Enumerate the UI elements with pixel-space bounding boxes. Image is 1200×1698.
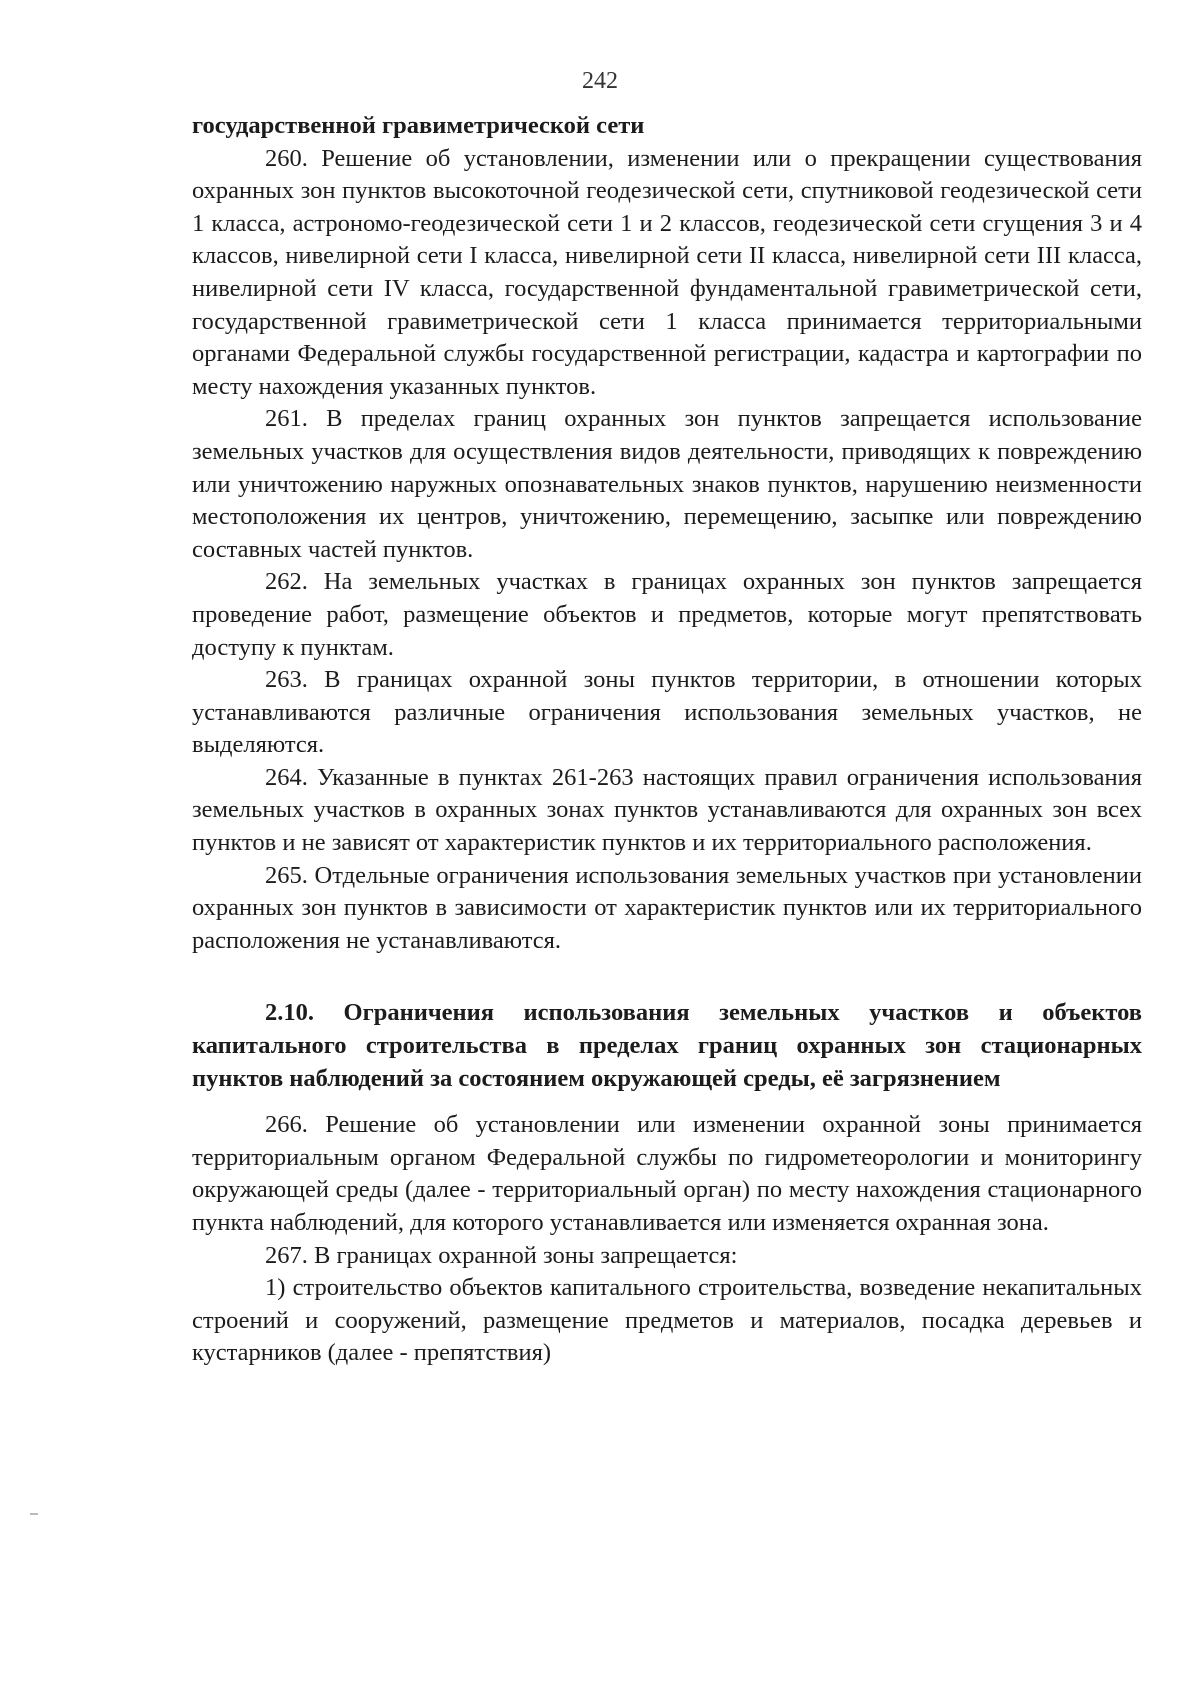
scan-artifact <box>30 1513 38 1515</box>
paragraph-263: 263. В границах охранной зоны пунктов территории, в отношении которых устанавливаются различные ограничения использования земельных участков, не выделяются. <box>192 666 1142 759</box>
paragraph-265: 265. Отдельные ограничения использования земельных участков при установлении охранных зон пунктов в зависимости от характеристик пунктов или их территориального расположения не устанавливаются. <box>192 861 1142 954</box>
paragraph-266: 266. Решение об установлении или изменении охранной зоны принимается территориальным органом Федеральной службы по гидрометеорологии и мониторингу окружающей среды (далее - территориальный орган) по месту нахождения стационарного пункта наблюдений, для которого устанавливается или изменяется охранная зона. <box>192 1111 1142 1236</box>
page-content <box>192 110 1142 1370</box>
paragraph-260: 260. Решение об установлении, изменении или о прекращении существования охранных зон пунктов высокоточной геодезической сети, спутниковой геодезической сети 1 класса, астрономо-геодезической сети 1 и 2 классов, геодезической сети сгущения 3 и 4 классов, нивелирной сети I класса, нивелирной сети II класса, нивелирной сети III класса, нивелирной сети IV класса, государственной фундаментальной гравиметрической сети, государственной гравиметрической сети 1 класса принимается территориальными органами Федеральной службы государственной регистрации, кадастра и картографии по месту нахождения указанных пунктов. <box>192 144 1142 400</box>
section-spacer <box>192 957 1142 997</box>
paragraph-261: 261. В пределах границ охранных зон пунктов запрещается использование земельных участков для осуществления видов деятельности, приводящих к повреждению или уничтожению наружных опознавательных знаков пунктов, нарушению неизменности местоположения их центров, уничтожению, перемещению, засыпке или повреждению составных частей пунктов. <box>192 405 1142 563</box>
heading-spacer <box>192 1095 1142 1109</box>
continued-heading-line: государственной гравиметрической сети <box>192 112 645 139</box>
list-item-1: 1) строительство объектов капитального строительства, возведение некапитальных строений и сооружений, размещение предметов и материалов, посадка деревьев и кустарников (далее - препятствия) <box>192 1274 1142 1367</box>
paragraph-264: 264. Указанные в пунктах 261-263 настоящих правил ограничения использования земельных участков в охранных зонах пунктов устанавливаются для охранных зон всех пунктов и не зависят от характеристик пунктов и их территориального расположения. <box>192 763 1142 857</box>
paragraph-262: 262. На земельных участках в границах охранных зон пунктов запрещается проведение работ, размещение объектов и предметов, которые могут препятствовать доступу к пунктам. <box>192 568 1142 661</box>
paragraph-267: 267. В границах охранной зоны запрещается: <box>265 1241 738 1269</box>
section-heading: 2.10. Ограничения использования земельных участков и объектов капитального строительства в пределах границ охранных зон стационарных пунктов наблюдений за состоянием окружающей среды, её загрязнением <box>192 999 1142 1092</box>
page-number: 242 <box>582 68 618 94</box>
